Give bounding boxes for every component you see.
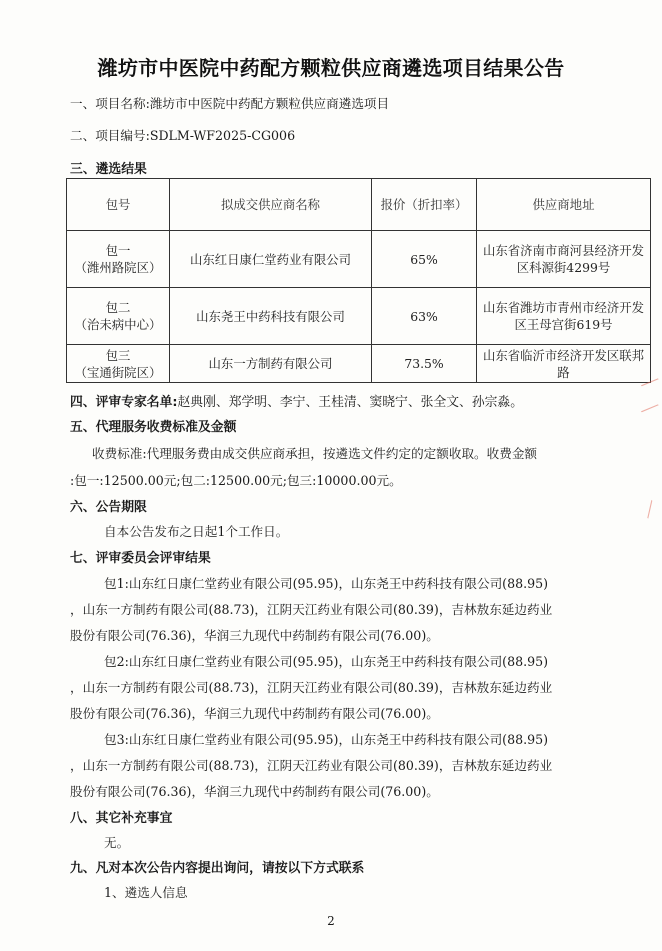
package-district: （潍州路院区） <box>74 260 162 275</box>
selection-result-heading: 三、遴选结果 <box>70 162 147 177</box>
contact-heading: 九、凡对本次公告内容提出询问，请按以下方式联系 <box>70 861 365 876</box>
review-result-heading: 七、评审委员会评审结果 <box>70 551 211 566</box>
result-table <box>66 178 651 383</box>
project-name-label: 一、项目名称: <box>70 96 150 111</box>
table-header-row <box>67 179 651 231</box>
fee-standard-line2: :包一:12500.00元;包二:12500.00元;包三:10000.00元。 <box>70 473 402 488</box>
expert-list-label: 四、评审专家名单: <box>70 395 178 410</box>
supplier-cell: 山东红日康仁堂药业有限公司 <box>170 231 372 288</box>
project-name-line <box>70 95 389 113</box>
package-district: （宝通街院区） <box>74 364 162 380</box>
page-number: 2 <box>327 914 335 928</box>
address-cell: 山东省临沂市经济开发区联邦路 <box>477 345 651 383</box>
header-price: 报价（折扣率） <box>372 179 477 231</box>
supplier-cell: 山东尧王中药科技有限公司 <box>170 288 372 345</box>
package-id: 包一 <box>105 243 131 258</box>
package1-result-line3: 股份有限公司(76.36)，华润三九现代中药制药有限公司(76.00)。 <box>70 628 439 643</box>
header-address: 供应商地址 <box>477 179 651 231</box>
package-district: （治未病中心） <box>74 317 162 332</box>
project-number-line <box>70 127 295 145</box>
table-row <box>67 231 651 288</box>
address-cell: 山东省济南市商河县经济开发区科源街4299号 <box>477 231 651 288</box>
package-id: 包二 <box>105 300 131 315</box>
header-supplier: 拟成交供应商名称 <box>170 179 372 231</box>
header-package: 包号 <box>67 179 170 231</box>
price-cell: 63% <box>372 288 477 345</box>
price-cell: 65% <box>372 231 477 288</box>
package-id: 包三 <box>105 347 131 363</box>
package-cell <box>67 231 170 288</box>
table-row <box>67 345 651 383</box>
package-cell <box>67 345 170 383</box>
package1-result-line1: 包1:山东红日康仁堂药业有限公司(95.95)，山东尧王中药科技有限公司(88.95) <box>104 576 549 591</box>
page-title: 潍坊市中医院中药配方颗粒供应商遴选项目结果公告 <box>97 56 565 80</box>
supplier-cell: 山东一方制药有限公司 <box>170 345 372 383</box>
project-name-value: 潍坊市中医院中药配方颗粒供应商遴选项目 <box>149 96 390 111</box>
project-number-value: SDLM-WF2025-CG006 <box>149 128 296 143</box>
address-cell: 山东省潍坊市青州市经济开发区王母宫街619号 <box>477 288 651 345</box>
seal-stamp-fragment: ╲ <box>640 501 658 519</box>
package3-result-line3: 股份有限公司(76.36)，华润三九现代中药制药有限公司(76.00)。 <box>70 784 439 799</box>
fee-standard-line1: 收费标准:代理服务费由成交供应商承担，按遴选文件约定的定额收取。收费金额 <box>92 446 538 461</box>
package2-result-line3: 股份有限公司(76.36)，华润三九现代中药制药有限公司(76.00)。 <box>70 706 439 721</box>
package2-result-line2: ，山东一方制药有限公司(88.73)，江阴天江药业有限公司(80.39)，吉林敖东延边药业 <box>70 680 553 695</box>
expert-list-value: 赵典刚、郑学明、李宁、王桂清、窦晓宁、张全文、孙宗淼。 <box>177 395 524 410</box>
other-matters-heading: 八、其它补充事宜 <box>70 811 173 826</box>
notice-period-heading: 六、公告期限 <box>70 500 147 515</box>
package-cell <box>67 288 170 345</box>
price-cell: 73.5% <box>372 345 477 383</box>
selector-info-heading: 1、遴选人信息 <box>104 885 188 900</box>
project-number-label: 二、项目编号: <box>70 128 150 143</box>
package2-result-line1: 包2:山东红日康仁堂药业有限公司(95.95)，山东尧王中药科技有限公司(88.95) <box>104 654 549 669</box>
package3-result-line2: ，山东一方制药有限公司(88.73)，江阴天江药业有限公司(80.39)，吉林敖东延边药业 <box>70 758 553 773</box>
expert-list-line <box>70 391 523 410</box>
other-matters-value: 无。 <box>104 835 130 850</box>
fee-heading: 五、代理服务收费标准及金额 <box>70 420 237 435</box>
seal-stamp-fragment: ╱ <box>640 374 658 392</box>
seal-stamp-fragment: ╱ <box>640 400 658 418</box>
notice-period-value: 自本公告发布之日起1个工作日。 <box>104 524 289 539</box>
package1-result-line2: ，山东一方制药有限公司(88.73)，江阴天江药业有限公司(80.39)，吉林敖东延边药业 <box>70 602 553 617</box>
package3-result-line1: 包3:山东红日康仁堂药业有限公司(95.95)，山东尧王中药科技有限公司(88.95) <box>104 732 549 747</box>
table-row <box>67 288 651 345</box>
